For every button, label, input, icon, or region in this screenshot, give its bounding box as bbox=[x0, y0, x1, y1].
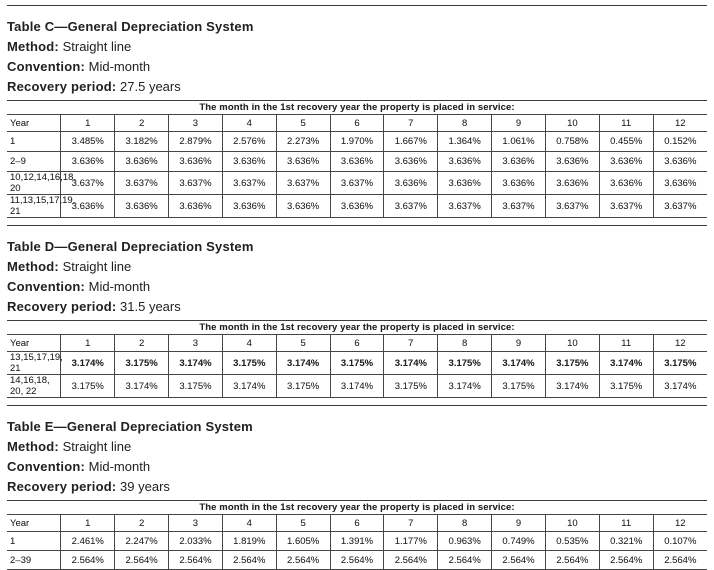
method-label: Method: bbox=[7, 259, 59, 274]
rate-cell: 3.174% bbox=[115, 375, 169, 398]
rate-cell: 3.175% bbox=[545, 352, 599, 375]
rate-cell: 3.637% bbox=[492, 195, 546, 218]
rate-cell: 3.636% bbox=[169, 195, 223, 218]
rate-cell: 1.819% bbox=[222, 532, 276, 551]
rate-cell: 0.321% bbox=[599, 532, 653, 551]
rate-cell: 1.667% bbox=[384, 132, 438, 152]
table-body bbox=[7, 132, 707, 218]
month-column-header: 12 bbox=[653, 335, 707, 352]
month-column-header: 6 bbox=[330, 515, 384, 532]
rate-cell: 3.636% bbox=[545, 172, 599, 195]
rate-cell: 1.061% bbox=[492, 132, 546, 152]
depreciation-rate-table bbox=[7, 500, 707, 570]
convention-value: Mid-month bbox=[88, 59, 151, 74]
rate-cell: 3.636% bbox=[384, 172, 438, 195]
table-row bbox=[7, 172, 707, 195]
month-column-header: 5 bbox=[276, 515, 330, 532]
table-title: Table D—General Depreciation System bbox=[7, 239, 254, 254]
rate-cell: 3.636% bbox=[276, 152, 330, 172]
month-column-header: 8 bbox=[438, 515, 492, 532]
table-row bbox=[7, 551, 707, 570]
year-row-label: 1 bbox=[7, 532, 61, 551]
table-note-row bbox=[7, 321, 707, 335]
rate-cell: 3.637% bbox=[384, 195, 438, 218]
month-column-header: 9 bbox=[492, 115, 546, 132]
year-row-label: 14,16,18, 20, 22 bbox=[7, 375, 61, 398]
rate-cell: 3.175% bbox=[438, 352, 492, 375]
rate-cell: 3.637% bbox=[222, 172, 276, 195]
rate-cell: 3.175% bbox=[492, 375, 546, 398]
rate-cell: 0.758% bbox=[545, 132, 599, 152]
rate-cell: 2.564% bbox=[545, 551, 599, 570]
rate-cell: 3.636% bbox=[438, 172, 492, 195]
month-column-header: 2 bbox=[115, 115, 169, 132]
rate-cell: 1.177% bbox=[384, 532, 438, 551]
month-column-header: 6 bbox=[330, 115, 384, 132]
rate-cell: 0.152% bbox=[653, 132, 707, 152]
rate-cell: 2.879% bbox=[169, 132, 223, 152]
depreciation-rate-table bbox=[7, 100, 707, 218]
rate-cell: 3.175% bbox=[599, 375, 653, 398]
method-label: Method: bbox=[7, 39, 59, 54]
method-line bbox=[7, 37, 707, 57]
table-row bbox=[7, 532, 707, 551]
month-column-header: 2 bbox=[115, 515, 169, 532]
month-column-header: 6 bbox=[330, 335, 384, 352]
rate-cell: 3.637% bbox=[276, 172, 330, 195]
month-column-header: 12 bbox=[653, 515, 707, 532]
year-row-label: 10,12,14,16,18, 20 bbox=[7, 172, 61, 195]
method-value: Straight line bbox=[62, 439, 132, 454]
rate-cell: 3.175% bbox=[653, 352, 707, 375]
method-value: Straight line bbox=[62, 259, 132, 274]
rate-cell: 3.636% bbox=[222, 152, 276, 172]
rate-cell: 3.174% bbox=[222, 375, 276, 398]
rate-cell: 3.636% bbox=[330, 195, 384, 218]
table-head bbox=[7, 501, 707, 532]
month-column-header: 5 bbox=[276, 335, 330, 352]
month-column-header: 1 bbox=[61, 335, 115, 352]
month-column-header: 10 bbox=[545, 115, 599, 132]
month-column-header: 2 bbox=[115, 335, 169, 352]
month-column-header: 8 bbox=[438, 115, 492, 132]
method-label: Method: bbox=[7, 439, 59, 454]
rate-cell: 3.175% bbox=[115, 352, 169, 375]
rate-cell: 3.174% bbox=[492, 352, 546, 375]
month-column-header: 7 bbox=[384, 335, 438, 352]
rate-cell: 2.273% bbox=[276, 132, 330, 152]
month-column-header: 11 bbox=[599, 115, 653, 132]
month-column-header: 9 bbox=[492, 515, 546, 532]
rate-cell: 3.175% bbox=[222, 352, 276, 375]
rate-cell: 2.564% bbox=[276, 551, 330, 570]
column-header-row bbox=[7, 515, 707, 532]
month-column-header: 3 bbox=[169, 115, 223, 132]
rate-cell: 3.637% bbox=[438, 195, 492, 218]
month-column-header: 3 bbox=[169, 515, 223, 532]
rate-cell: 3.637% bbox=[169, 172, 223, 195]
rate-cell: 3.636% bbox=[61, 152, 115, 172]
rate-cell: 3.174% bbox=[61, 352, 115, 375]
method-line bbox=[7, 437, 707, 457]
table-note: The month in the 1st recovery year the property is placed in service: bbox=[7, 321, 707, 335]
table-head bbox=[7, 321, 707, 352]
recovery-period-line bbox=[7, 297, 707, 317]
table-note-row bbox=[7, 101, 707, 115]
convention-line bbox=[7, 57, 707, 77]
month-column-header: 1 bbox=[61, 515, 115, 532]
recovery-period-value: 39 years bbox=[120, 479, 170, 494]
rate-cell: 3.637% bbox=[330, 172, 384, 195]
month-column-header: 5 bbox=[276, 115, 330, 132]
rate-cell: 3.174% bbox=[169, 352, 223, 375]
table-row bbox=[7, 375, 707, 398]
recovery-period-label: Recovery period: bbox=[7, 79, 117, 94]
convention-line bbox=[7, 457, 707, 477]
column-header-row bbox=[7, 115, 707, 132]
table-body bbox=[7, 352, 707, 398]
rate-cell: 2.564% bbox=[330, 551, 384, 570]
section-rule bbox=[7, 405, 707, 406]
rate-cell: 3.174% bbox=[599, 352, 653, 375]
rate-cell: 3.182% bbox=[115, 132, 169, 152]
recovery-period-label: Recovery period: bbox=[7, 299, 117, 314]
column-header-row bbox=[7, 335, 707, 352]
table-body bbox=[7, 532, 707, 570]
rate-cell: 2.564% bbox=[115, 551, 169, 570]
table-note-row bbox=[7, 501, 707, 515]
convention-line bbox=[7, 277, 707, 297]
rate-cell: 3.636% bbox=[330, 152, 384, 172]
rate-cell: 2.564% bbox=[438, 551, 492, 570]
rate-cell: 1.970% bbox=[330, 132, 384, 152]
recovery-period-value: 27.5 years bbox=[120, 79, 181, 94]
month-column-header: 11 bbox=[599, 515, 653, 532]
rate-cell: 1.391% bbox=[330, 532, 384, 551]
month-column-header: 9 bbox=[492, 335, 546, 352]
rate-cell: 3.485% bbox=[61, 132, 115, 152]
year-row-label: 2–39 bbox=[7, 551, 61, 570]
rate-cell: 3.175% bbox=[169, 375, 223, 398]
rate-cell: 0.749% bbox=[492, 532, 546, 551]
rate-cell: 2.564% bbox=[61, 551, 115, 570]
rate-cell: 3.174% bbox=[276, 352, 330, 375]
month-column-header: 7 bbox=[384, 515, 438, 532]
month-column-header: 4 bbox=[222, 515, 276, 532]
table-note: The month in the 1st recovery year the property is placed in service: bbox=[7, 101, 707, 115]
rate-cell: 3.636% bbox=[115, 195, 169, 218]
rate-cell: 3.175% bbox=[61, 375, 115, 398]
rate-cell: 3.636% bbox=[492, 172, 546, 195]
year-column-header: Year bbox=[7, 335, 61, 352]
rate-cell: 2.461% bbox=[61, 532, 115, 551]
rate-cell: 3.636% bbox=[438, 152, 492, 172]
rate-cell: 3.174% bbox=[545, 375, 599, 398]
table-note: The month in the 1st recovery year the property is placed in service: bbox=[7, 501, 707, 515]
rate-cell: 3.175% bbox=[384, 375, 438, 398]
month-column-header: 4 bbox=[222, 335, 276, 352]
table-row bbox=[7, 352, 707, 375]
rate-cell: 3.174% bbox=[330, 375, 384, 398]
convention-label: Convention: bbox=[7, 59, 86, 74]
month-column-header: 8 bbox=[438, 335, 492, 352]
year-column-header: Year bbox=[7, 115, 61, 132]
table-row bbox=[7, 132, 707, 152]
recovery-period-label: Recovery period: bbox=[7, 479, 117, 494]
rate-cell: 3.636% bbox=[653, 152, 707, 172]
rate-cell: 3.636% bbox=[384, 152, 438, 172]
rate-cell: 3.636% bbox=[653, 172, 707, 195]
rate-cell: 3.636% bbox=[599, 152, 653, 172]
depreciation-rate-table bbox=[7, 320, 707, 398]
rate-cell: 3.636% bbox=[169, 152, 223, 172]
convention-label: Convention: bbox=[7, 279, 86, 294]
month-column-header: 12 bbox=[653, 115, 707, 132]
rate-cell: 2.564% bbox=[384, 551, 438, 570]
rate-cell: 2.576% bbox=[222, 132, 276, 152]
rate-cell: 2.564% bbox=[599, 551, 653, 570]
month-column-header: 1 bbox=[61, 115, 115, 132]
rate-cell: 2.247% bbox=[115, 532, 169, 551]
recovery-period-line bbox=[7, 77, 707, 97]
recovery-period-value: 31.5 years bbox=[120, 299, 181, 314]
table-row bbox=[7, 152, 707, 172]
rate-cell: 3.637% bbox=[653, 195, 707, 218]
rate-cell: 0.535% bbox=[545, 532, 599, 551]
rate-cell: 2.564% bbox=[492, 551, 546, 570]
rate-cell: 0.455% bbox=[599, 132, 653, 152]
section-rule bbox=[7, 5, 707, 6]
month-column-header: 4 bbox=[222, 115, 276, 132]
month-column-header: 10 bbox=[545, 335, 599, 352]
month-column-header: 11 bbox=[599, 335, 653, 352]
method-value: Straight line bbox=[62, 39, 132, 54]
rate-cell: 3.636% bbox=[115, 152, 169, 172]
rate-cell: 3.636% bbox=[61, 195, 115, 218]
depreciation-table-section bbox=[7, 225, 707, 398]
rate-cell: 2.033% bbox=[169, 532, 223, 551]
section-rule bbox=[7, 225, 707, 226]
month-column-header: 10 bbox=[545, 515, 599, 532]
table-head bbox=[7, 101, 707, 132]
rate-cell: 3.174% bbox=[438, 375, 492, 398]
rate-cell: 3.637% bbox=[599, 195, 653, 218]
table-title: Table C—General Depreciation System bbox=[7, 19, 254, 34]
rate-cell: 3.636% bbox=[599, 172, 653, 195]
rate-cell: 2.564% bbox=[222, 551, 276, 570]
depreciation-table-section bbox=[7, 5, 707, 218]
rate-cell: 3.175% bbox=[276, 375, 330, 398]
rate-cell: 0.963% bbox=[438, 532, 492, 551]
table-title: Table E—General Depreciation System bbox=[7, 419, 253, 434]
rate-cell: 1.605% bbox=[276, 532, 330, 551]
rate-cell: 0.107% bbox=[653, 532, 707, 551]
rate-cell: 3.175% bbox=[330, 352, 384, 375]
convention-label: Convention: bbox=[7, 459, 86, 474]
year-row-label: 2–9 bbox=[7, 152, 61, 172]
rate-cell: 2.564% bbox=[653, 551, 707, 570]
year-row-label: 13,15,17,19, 21 bbox=[7, 352, 61, 375]
rate-cell: 3.636% bbox=[492, 152, 546, 172]
convention-value: Mid-month bbox=[88, 459, 151, 474]
rate-cell: 3.636% bbox=[545, 152, 599, 172]
rate-cell: 3.174% bbox=[653, 375, 707, 398]
convention-value: Mid-month bbox=[88, 279, 151, 294]
rate-cell: 3.637% bbox=[545, 195, 599, 218]
month-column-header: 3 bbox=[169, 335, 223, 352]
rate-cell: 2.564% bbox=[169, 551, 223, 570]
year-column-header: Year bbox=[7, 515, 61, 532]
month-column-header: 7 bbox=[384, 115, 438, 132]
recovery-period-line bbox=[7, 477, 707, 497]
rate-cell: 3.637% bbox=[61, 172, 115, 195]
depreciation-table-section bbox=[7, 405, 707, 570]
method-line bbox=[7, 257, 707, 277]
table-row bbox=[7, 195, 707, 218]
rate-cell: 1.364% bbox=[438, 132, 492, 152]
year-row-label: 1 bbox=[7, 132, 61, 152]
rate-cell: 3.636% bbox=[222, 195, 276, 218]
rate-cell: 3.636% bbox=[276, 195, 330, 218]
rate-cell: 3.637% bbox=[115, 172, 169, 195]
rate-cell: 3.174% bbox=[384, 352, 438, 375]
year-row-label: 11,13,15,17,19, 21 bbox=[7, 195, 61, 218]
